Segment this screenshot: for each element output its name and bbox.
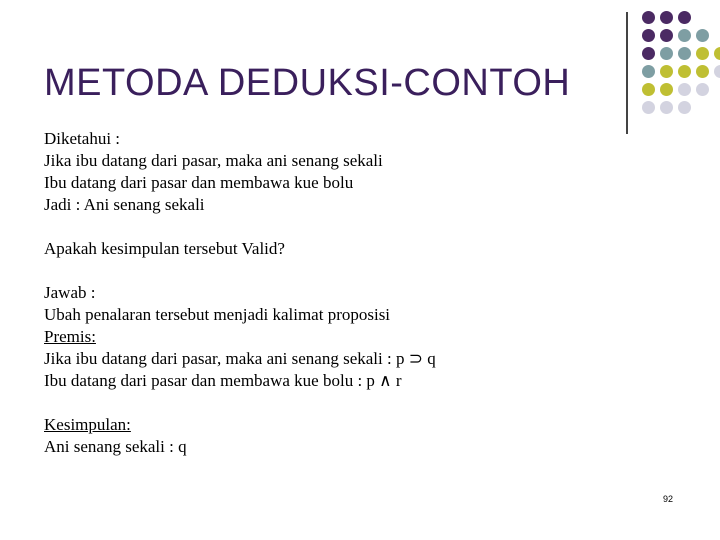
answer-heading: Jawab : xyxy=(44,283,96,302)
known-statement-1: Jika ibu datang dari pasar, maka ani senang sekali xyxy=(44,151,383,170)
decorative-dot xyxy=(660,29,673,42)
known-statement-3: Jadi : Ani senang sekali xyxy=(44,195,205,214)
answer-instruction: Ubah penalaran tersebut menjadi kalimat proposisi xyxy=(44,305,391,324)
decorative-dot xyxy=(660,65,673,78)
decorative-dot xyxy=(678,83,691,96)
decorative-dot xyxy=(678,65,691,78)
decorative-dot xyxy=(696,47,709,60)
known-heading: Diketahui : xyxy=(44,129,121,148)
premises-heading: Premis: xyxy=(44,327,96,346)
decorative-dot xyxy=(660,101,673,114)
premise-1: Jika ibu datang dari pasar, maka ani senang sekali : p ⊃ q xyxy=(44,349,436,368)
decorative-dot xyxy=(696,29,709,42)
decorative-dot xyxy=(642,65,655,78)
decorative-dot xyxy=(660,83,673,96)
decorative-dot xyxy=(660,47,673,60)
decorative-dot xyxy=(660,11,673,24)
known-statement-2: Ibu datang dari pasar dan membawa kue bolu xyxy=(44,173,354,192)
premise-2: Ibu datang dari pasar dan membawa kue bolu : p ∧ r xyxy=(44,371,402,390)
decorative-dot xyxy=(678,47,691,60)
slide-title: METODA DEDUKSI-CONTOH xyxy=(44,62,571,104)
spacer xyxy=(44,216,684,238)
title-divider-line xyxy=(626,12,628,134)
question-text: Apakah kesimpulan tersebut Valid? xyxy=(44,239,285,258)
decorative-dot xyxy=(678,29,691,42)
decorative-dot xyxy=(642,101,655,114)
decorative-dot xyxy=(642,11,655,24)
decorative-dot xyxy=(642,29,655,42)
page-number: 92 xyxy=(663,494,674,504)
decorative-dot xyxy=(642,47,655,60)
decorative-dot xyxy=(678,11,691,24)
decorative-dot xyxy=(714,65,720,78)
decorative-dot xyxy=(714,47,720,60)
spacer xyxy=(44,260,684,282)
slide-body xyxy=(44,128,684,458)
decorative-dot xyxy=(696,65,709,78)
conclusion-heading: Kesimpulan: xyxy=(44,415,131,434)
decorative-dot xyxy=(678,101,691,114)
conclusion-text: Ani senang sekali : q xyxy=(44,437,187,456)
decorative-dot xyxy=(642,83,655,96)
decorative-dot xyxy=(696,83,709,96)
spacer xyxy=(44,392,684,414)
